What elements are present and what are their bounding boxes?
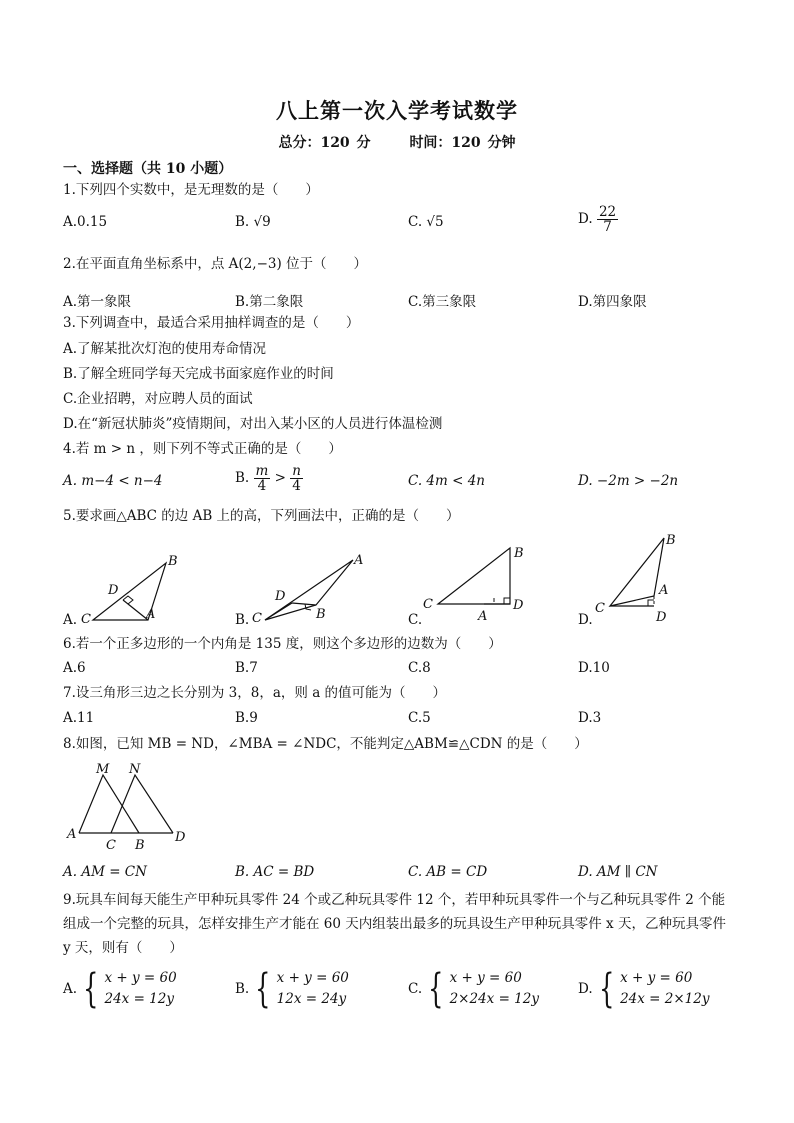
- question-2-stem: 2.在平面直角坐标系中，点 A(2,−3) 位于（ ）: [63, 256, 368, 272]
- label-m: M: [96, 763, 110, 777]
- question-8-options: [63, 864, 743, 888]
- q3-option-a: A.了解某批次灯泡的使用寿命情况: [63, 341, 267, 357]
- q7-option-c: C.5: [408, 710, 431, 726]
- q6-option-a: A.6: [63, 660, 86, 676]
- label-d: D: [513, 598, 524, 613]
- brace-icon: {: [255, 966, 271, 1012]
- q5-option-c: C.: [408, 612, 423, 628]
- q8-option-d: D. AM ∥ CN: [578, 864, 658, 880]
- section-heading: 一、选择题（共 10 小题）: [63, 161, 233, 177]
- label-a: A: [659, 583, 669, 598]
- fraction: $\frac{n}{4}$: [292, 463, 301, 494]
- brace-icon: {: [83, 966, 99, 1012]
- label-b: B: [316, 607, 326, 622]
- label-d: D: [108, 583, 119, 598]
- q1-option-d: D. $\frac{22}{7}$: [578, 204, 617, 235]
- question-4-stem: 4.若 m > n ，则下列不等式正确的是（ ）: [63, 441, 342, 457]
- question-6-options: [63, 660, 743, 684]
- question-3-stem: 3.下列调查中，最适合采用抽样调查的是（ ）: [63, 315, 360, 331]
- question-7-options: [63, 710, 743, 734]
- question-6-stem: 6.若一个正多边形的一个内角是 135 度，则这个多边形的边数为（ ）: [63, 636, 502, 652]
- label-d: D: [275, 589, 286, 604]
- question-1-options: [63, 204, 743, 238]
- label-c: C: [423, 597, 433, 612]
- label-c: C: [81, 612, 91, 627]
- q1-option-c: C. √5: [408, 214, 444, 230]
- label-b: B: [135, 838, 145, 853]
- q4-option-d: D. −2m > −2n: [578, 473, 679, 489]
- label-c: C: [106, 838, 116, 853]
- q6-option-d: D.10: [578, 660, 610, 676]
- q8-option-c: C. AB = CD: [408, 864, 488, 880]
- q3-option-b: B.了解全班同学每天完成书面家庭作业的时间: [63, 366, 334, 382]
- q2-option-a: A.第一象限: [63, 294, 132, 310]
- question-4-options: [63, 463, 743, 497]
- q2-option-b: B.第二象限: [235, 294, 304, 310]
- label-d: D: [656, 610, 667, 625]
- total-score: 总分：120 分: [278, 135, 371, 151]
- q5-figure-c: [420, 540, 540, 628]
- label-d: D: [175, 830, 186, 845]
- q5-option-a: A.: [63, 612, 78, 628]
- q9-option-c: C. { x + y = 60 2×24x = 12y: [408, 966, 539, 1012]
- q1-option-b: B. √9: [235, 214, 271, 230]
- page-title: 八上第一次入学考试数学: [276, 98, 518, 123]
- q6-option-b: B.7: [235, 660, 258, 676]
- brace-icon: {: [598, 966, 615, 1012]
- q4-option-c: C. 4m < 4n: [408, 473, 485, 489]
- q7-option-d: D.3: [578, 710, 602, 726]
- q7-option-b: B.9: [235, 710, 258, 726]
- exam-time: 时间：120 分钟: [409, 135, 516, 151]
- q7-option-a: A.11: [63, 710, 95, 726]
- q8-option-b: B. AC = BD: [235, 864, 315, 880]
- q5-figure-a: [78, 548, 188, 628]
- label-b: B: [666, 533, 676, 548]
- question-9-stem: 9.玩具车间每天能生产甲种玩具零件 24 个或乙种玩具零件 12 个，若甲种玩具零件一个与乙种玩具零件 2 个能组成一个完整的玩具，怎样安排生产才能在 60 天内组装出最多的玩具设生产甲种玩具零件 x 天，乙种玩具零件 y 天，则有（ ）: [63, 892, 726, 956]
- question-9-options: [63, 968, 743, 1014]
- question-7-stem: 7.设三角形三边之长分别为 3，8，a，则 a 的值可能为（ ）: [63, 685, 447, 701]
- label-b: B: [514, 546, 524, 561]
- q5-figure-d: [590, 530, 700, 630]
- fraction: $\frac{22}{7}$: [598, 204, 617, 235]
- label-n: N: [129, 763, 141, 777]
- q9-option-b: B. { x + y = 60 12x = 24y: [235, 966, 349, 1012]
- q6-option-c: C.8: [408, 660, 431, 676]
- q9-option-a: A. { x + y = 60 24x = 12y: [63, 966, 177, 1012]
- q1-option-a: A.0.15: [63, 214, 108, 230]
- label-a: A: [67, 827, 77, 842]
- label-a: A: [354, 553, 364, 568]
- q5-figure-b: [250, 548, 370, 628]
- q9-option-d: D. { x + y = 60 24x = 2×12y: [578, 966, 710, 1012]
- exam-meta: [0, 132, 794, 152]
- q4-option-a: A. m−4 < n−4: [63, 473, 163, 489]
- question-1-stem: 1.下列四个实数中，是无理数的是（ ）: [63, 182, 319, 198]
- label-b: B: [168, 554, 178, 569]
- q5-option-d: D.: [578, 612, 593, 628]
- q2-option-d: D.第四象限: [578, 294, 647, 310]
- q4-option-b: B. $\frac{m}{4}$ > $\frac{n}{4}$: [235, 463, 301, 494]
- label-c: C: [252, 611, 262, 626]
- q8-option-a: A. AM = CN: [63, 864, 147, 880]
- question-8-stem: 8.如图，已知 MB = ND，∠MBA = ∠NDC，不能判定△ABM≌△CDN 的是（ ）: [63, 736, 588, 752]
- q2-option-c: C.第三象限: [408, 294, 477, 310]
- label-a: A: [146, 607, 156, 622]
- q8-figure: [63, 763, 193, 853]
- q3-option-c: C.企业招聘，对应聘人员的面试: [63, 391, 253, 407]
- q3-option-d: D.在“新冠状肺炎”疫情期间，对出入某小区的人员进行体温检测: [63, 416, 443, 432]
- question-5-stem: 5.要求画△ABC 的边 AB 上的高，下列画法中，正确的是（ ）: [63, 508, 460, 524]
- label-c: C: [595, 601, 605, 616]
- fraction: $\frac{m}{4}$: [255, 463, 269, 494]
- label-a: A: [478, 609, 488, 624]
- brace-icon: {: [428, 966, 444, 1012]
- q5-option-b: B.: [235, 612, 250, 628]
- question-2-options: [63, 290, 743, 314]
